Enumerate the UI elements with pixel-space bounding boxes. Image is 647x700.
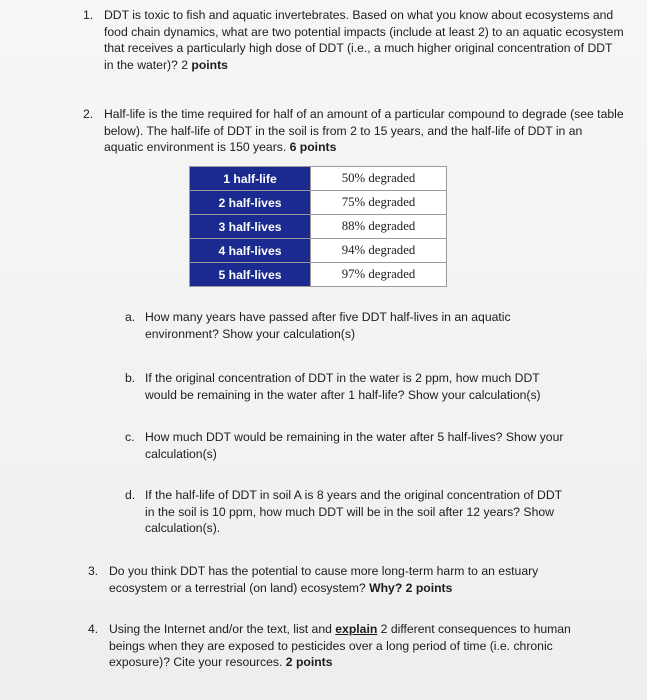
points-label: 2 points [402,580,453,595]
percent-degraded: 75% degraded [311,191,447,215]
table-row [190,167,447,191]
question-number: 4. [88,622,99,636]
question-text: Do you think DDT has the potential to cause more long-term harm to an estuary ecosystem or a terrestrial (on land) ecosystem? Why? 2 points [109,564,539,595]
percent-degraded: 50% degraded [311,167,447,191]
table-row [190,191,447,215]
subquestion-letter: c. [125,430,135,444]
subquestion-letter: b. [125,371,136,385]
table-row [190,215,447,239]
half-life-count: 1 half-life [190,167,311,191]
subquestion-letter: d. [125,488,136,502]
half-life-count: 2 half-lives [190,191,311,215]
question-number: 3. [88,564,99,578]
subquestion-letter: a. [125,310,136,324]
question-number: 1. [83,8,94,22]
subquestion-text: If the half-life of DDT in soil A is 8 years and the original concentration of DDT in the soil is 10 ppm, how much DDT will be in the soil after 12 years? Show calculation(s). [145,488,562,535]
half-life-count: 4 half-lives [190,239,311,263]
half-life-count: 3 half-lives [190,215,311,239]
question-text: Using the Internet and/or the text, list and explain 2 different consequences to human beings when they are exposed to pesticides over a long period of time (i.e. chronic exposure)? Cite your resources. 2 points [109,622,571,669]
question-text: DDT is toxic to fish and aquatic invertebrates. Based on what you know about ecosystems and food chain dynamics, what are two potential impacts (include at least 2) to an aquatic ecosystem that receives a particularly high dose of DDT (i.e., a much higher original concentration of DDT in the water)? 2 points [104,8,624,72]
percent-degraded: 88% degraded [311,215,447,239]
question-number: 2. [83,107,94,121]
points-label: 6 points [289,140,337,154]
subquestion-text: How many years have passed after five DDT half-lives in an aquatic environment? Show your calculation(s) [145,310,511,341]
question-text: Half-life is the time required for half of an amount of a particular compound to degrade (see table below). The half-life of DDT in the soil is from 2 to 15 years, and the half-life of DDT in an aquatic environment is 150 years. 6 points [104,107,624,154]
table-row [190,239,447,263]
half-life-count: 5 half-lives [190,263,311,287]
percent-degraded: 97% degraded [311,263,447,287]
explain-emphasis: explain [335,622,378,636]
table-row [190,263,447,287]
points-label: points [191,57,228,72]
subquestion-text: How much DDT would be remaining in the water after 5 half-lives? Show your calculation(s) [145,430,564,461]
half-life-table [189,166,447,287]
percent-degraded: 94% degraded [311,239,447,263]
why-label: Why? [369,580,403,595]
points-label: 2 points [285,655,333,669]
subquestion-text: If the original concentration of DDT in the water is 2 ppm, how much DDT would be remaining in the water after 1 half-life? Show your calculation(s) [145,371,541,402]
